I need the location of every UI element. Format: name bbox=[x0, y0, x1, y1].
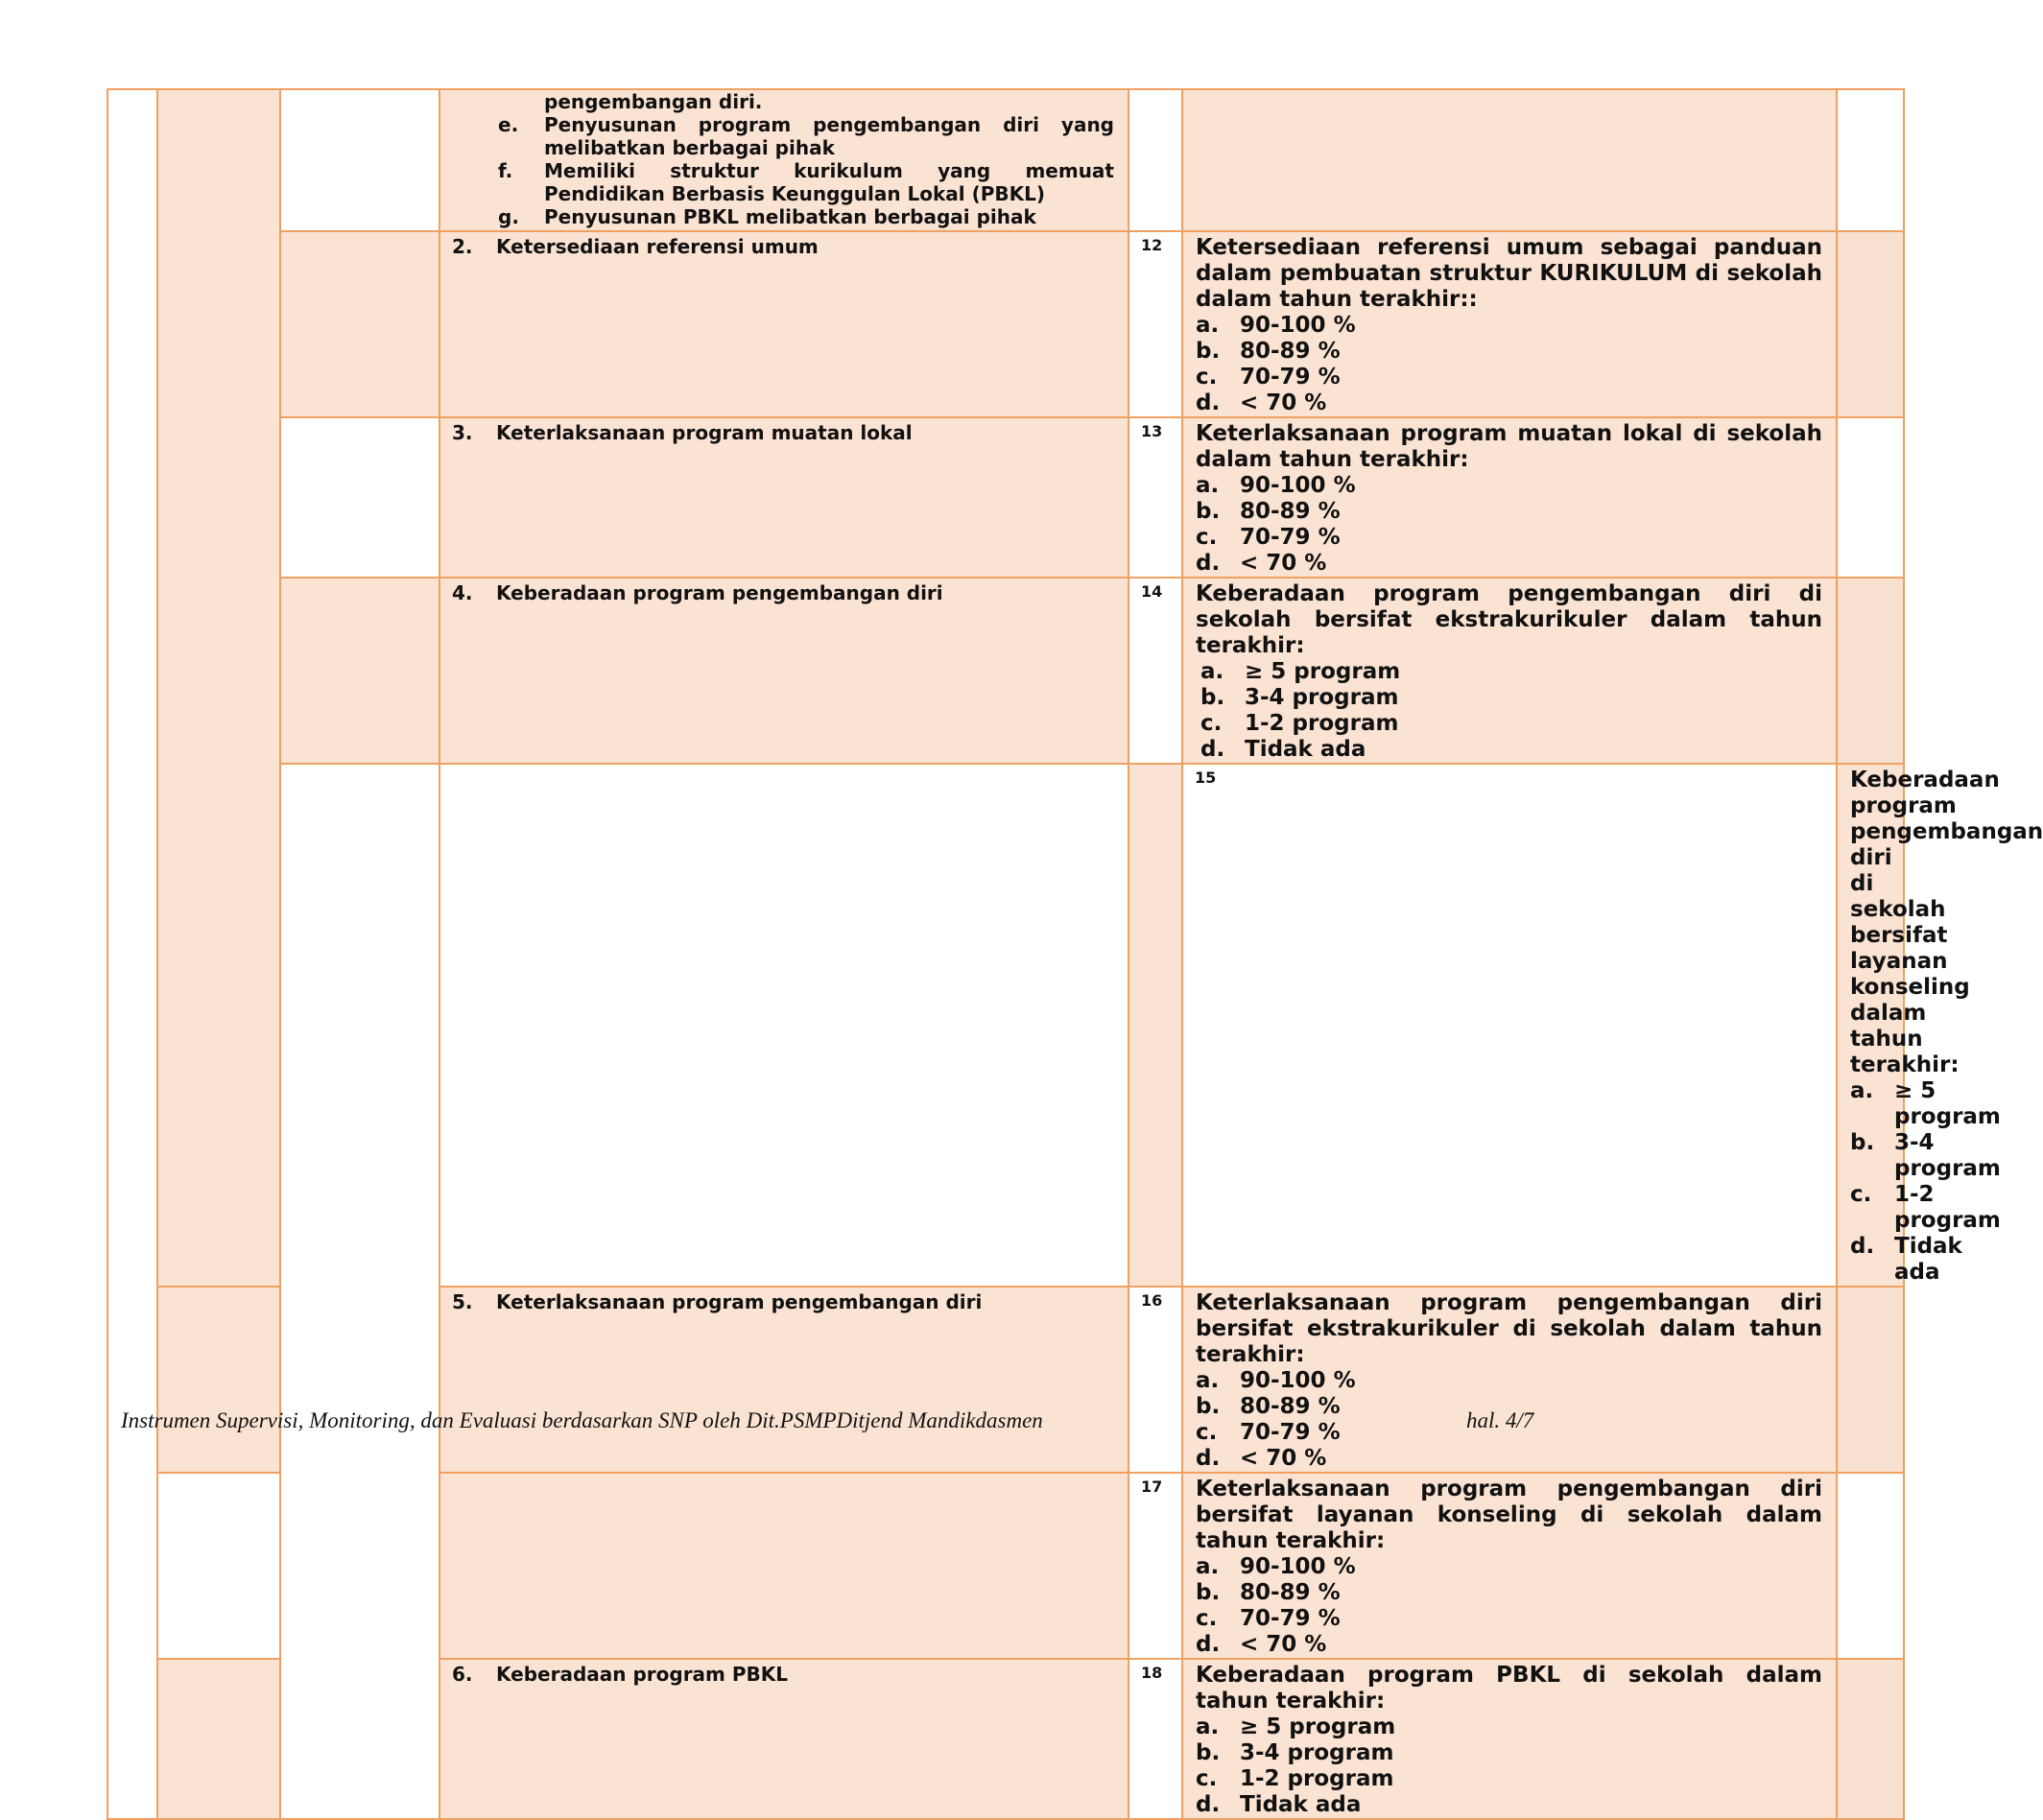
indicator-text: Keterlaksanaan program pengembangan diri bbox=[496, 1290, 983, 1313]
cell-indicator bbox=[439, 231, 1128, 417]
list-item: e. Penyusunan program pengembangan diri yang melibatkan berbagai pihak bbox=[498, 113, 1114, 159]
options-list bbox=[1183, 659, 1836, 763]
option-item: d. Tidak ada bbox=[1196, 1792, 1362, 1817]
cell-col1 bbox=[107, 89, 157, 1819]
option-item: d. Tidak ada bbox=[1850, 1234, 1962, 1285]
options-list bbox=[1183, 473, 1836, 577]
cell-col3 bbox=[157, 1659, 280, 1819]
cell-col3 bbox=[439, 764, 1128, 1287]
cell-qno bbox=[1128, 89, 1182, 231]
cell-col3 bbox=[157, 1287, 280, 1473]
cell-score bbox=[1837, 1659, 1904, 1819]
option-item: a. 90-100 % bbox=[1196, 313, 1356, 338]
cell-col2-top bbox=[157, 89, 280, 1287]
cell-question bbox=[1837, 764, 2043, 1287]
question-text: Keterlaksanaan program pengembangan diri bersifat ekstrakurikuler di sekolah dalam tahun terakhir: bbox=[1196, 1290, 1822, 1367]
indicator-text: Ketersediaan referensi umum bbox=[496, 235, 819, 258]
question-text: Keberadaan program PBKL di sekolah dalam tahun terakhir: bbox=[1196, 1663, 1822, 1714]
question-number: 12 bbox=[1141, 236, 1163, 254]
option-item: a. ≥ 5 program bbox=[1850, 1078, 2001, 1129]
cell-col3 bbox=[280, 89, 439, 231]
indicator-text: Keterlaksanaan program muatan lokal bbox=[496, 421, 913, 444]
option-item: b. 80-89 % bbox=[1196, 1580, 1341, 1605]
option-item: b. 80-89 % bbox=[1196, 339, 1341, 364]
option-item: c. 1-2 program bbox=[1196, 1766, 1394, 1791]
option-item: c. 70-79 % bbox=[1196, 525, 1341, 550]
cell-question bbox=[1182, 578, 1837, 764]
cell-indicator bbox=[439, 1659, 1128, 1819]
cell-score bbox=[1837, 231, 1904, 417]
cell-qno bbox=[1182, 764, 1837, 1287]
option-item: c. 70-79 % bbox=[1196, 1420, 1341, 1445]
indicator-number: 6. bbox=[452, 1663, 473, 1686]
option-item: a. ≥ 5 program bbox=[1196, 1714, 1396, 1739]
options-list bbox=[1183, 313, 1836, 416]
cell-question bbox=[1182, 1287, 1837, 1473]
option-item: a. 90-100 % bbox=[1196, 1368, 1356, 1393]
question-number: 16 bbox=[1141, 1291, 1163, 1310]
list-item: g. Penyusunan PBKL melibatkan berbagai pihak bbox=[498, 205, 1036, 228]
question-number: 13 bbox=[1141, 422, 1163, 440]
cell-question bbox=[1182, 417, 1837, 578]
indicator-text: Keberadaan program pengembangan diri bbox=[496, 581, 943, 604]
cell-indicator bbox=[439, 1287, 1128, 1473]
cell-question bbox=[1182, 89, 1837, 231]
table-row bbox=[107, 764, 1904, 1287]
table-row-continued bbox=[107, 89, 1904, 231]
options-list bbox=[1838, 1078, 2001, 1286]
question-text: Keterlaksanaan program pengembangan diri bersifat layanan konseling di sekolah dalam tahun terakhir: bbox=[1196, 1477, 1822, 1553]
table-row bbox=[107, 417, 1904, 578]
cell-qno bbox=[1128, 417, 1182, 578]
cell-score bbox=[1837, 1287, 1904, 1473]
cell-col2-bottom bbox=[280, 764, 439, 1819]
list-item: pengembangan diri. bbox=[544, 90, 763, 113]
table-row bbox=[107, 231, 1904, 417]
cell-score bbox=[1837, 89, 1904, 231]
indicator-text: Keberadaan program PBKL bbox=[496, 1663, 789, 1686]
option-item: c. 70-79 % bbox=[1196, 365, 1341, 390]
table-row bbox=[107, 578, 1904, 764]
cell-question bbox=[1182, 1659, 1837, 1819]
cell-score bbox=[1837, 578, 1904, 764]
cell-question bbox=[1182, 231, 1837, 417]
option-item: d. < 70 % bbox=[1196, 1632, 1327, 1657]
question-number: 14 bbox=[1141, 582, 1163, 601]
option-item: b. 3-4 program bbox=[1850, 1130, 2001, 1181]
option-item: b. 80-89 % bbox=[1196, 1394, 1341, 1419]
option-item: b. 80-89 % bbox=[1196, 499, 1341, 524]
cell-qno bbox=[1128, 231, 1182, 417]
option-item: a. ≥ 5 program bbox=[1200, 659, 1401, 684]
option-item: c. 1-2 program bbox=[1200, 711, 1399, 736]
question-text: Keberadaan program pengembangan diri di sekolah bersifat ekstrakurikuler dalam tahun terakhir: bbox=[1196, 581, 1822, 658]
option-item: d. Tidak ada bbox=[1200, 737, 1366, 762]
options-list bbox=[1183, 1554, 1836, 1658]
question-text: Keterlaksanaan program muatan lokal di sekolah dalam tahun terakhir: bbox=[1196, 421, 1822, 472]
question-number: 15 bbox=[1195, 768, 1217, 787]
cell-indicator bbox=[1128, 764, 1182, 1287]
indicator-number: 4. bbox=[452, 581, 473, 604]
option-item: b. 3-4 program bbox=[1196, 1740, 1394, 1765]
cell-col3 bbox=[157, 1473, 280, 1659]
indicator-number: 2. bbox=[452, 235, 473, 258]
page-number: hal. 4/7 bbox=[1466, 1408, 1534, 1432]
cell-qno bbox=[1128, 578, 1182, 764]
question-text: Keberadaan program pengembangan diri di sekolah bersifat layanan konseling dalam tahun terakhir: bbox=[1850, 768, 2043, 1077]
cell-indicator bbox=[439, 417, 1128, 578]
footer-title: Instrumen Supervisi, Monitoring, dan Evaluasi berdasarkan SNP oleh Dit.PSMPDitjend Mandikdasmen bbox=[121, 1408, 1043, 1432]
question-text: Ketersediaan referensi umum sebagai panduan dalam pembuatan struktur KURIKULUM di sekolah dalam tahun terakhir:: bbox=[1196, 235, 1822, 312]
option-item: b. 3-4 program bbox=[1200, 685, 1399, 710]
cell-score bbox=[1837, 417, 1904, 578]
cell-indicator-continued bbox=[439, 89, 1128, 231]
cell-qno bbox=[1128, 1287, 1182, 1473]
cell-col3 bbox=[280, 417, 439, 578]
option-item: c. 1-2 program bbox=[1850, 1182, 2001, 1233]
instrument-table bbox=[107, 88, 2043, 1820]
indicator-number: 5. bbox=[452, 1290, 473, 1313]
cell-qno bbox=[1128, 1659, 1182, 1819]
cell-col3 bbox=[280, 231, 439, 417]
question-number: 18 bbox=[1141, 1664, 1163, 1682]
indicator-number: 3. bbox=[452, 421, 473, 444]
question-number: 17 bbox=[1141, 1477, 1163, 1496]
option-item: d. < 70 % bbox=[1196, 1446, 1327, 1471]
cell-question bbox=[1182, 1473, 1837, 1659]
options-list bbox=[1183, 1714, 1836, 1818]
option-item: d. < 70 % bbox=[1196, 390, 1327, 415]
option-item: a. 90-100 % bbox=[1196, 1554, 1356, 1579]
option-item: d. < 70 % bbox=[1196, 551, 1327, 576]
option-item: a. 90-100 % bbox=[1196, 473, 1356, 498]
cell-indicator bbox=[439, 578, 1128, 764]
sub-indicator-list bbox=[440, 90, 1128, 228]
cell-indicator bbox=[439, 1473, 1128, 1659]
option-item: c. 70-79 % bbox=[1196, 1606, 1341, 1631]
list-item: f. Memiliki struktur kurikulum yang memuat Pendidikan Berbasis Keunggulan Lokal (PBKL) bbox=[498, 159, 1114, 205]
cell-score bbox=[1837, 1473, 1904, 1659]
cell-qno bbox=[1128, 1473, 1182, 1659]
cell-col3 bbox=[280, 578, 439, 764]
